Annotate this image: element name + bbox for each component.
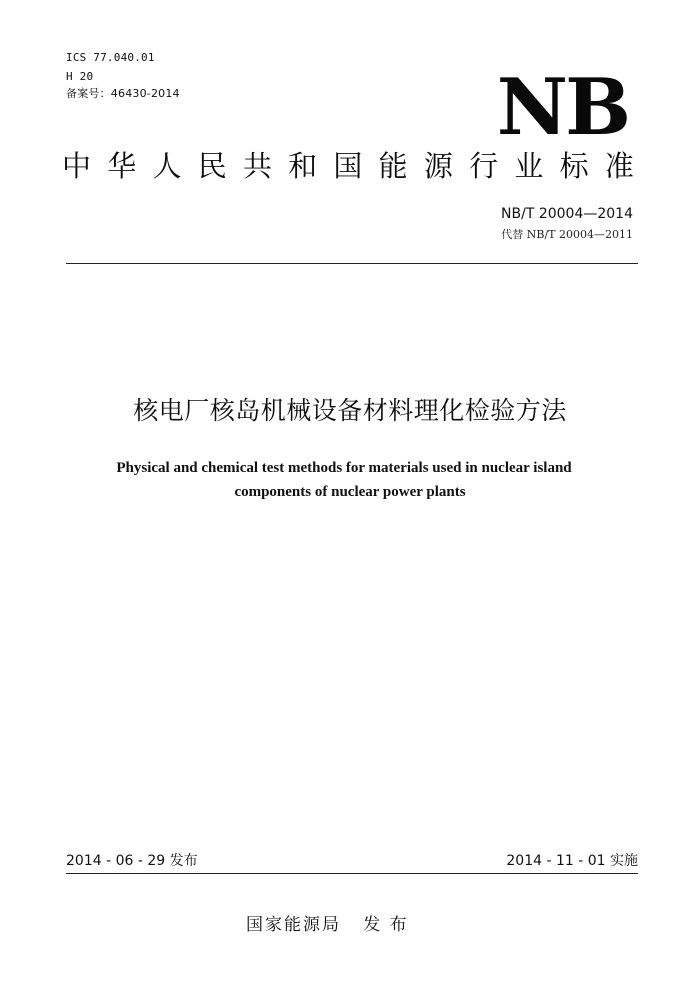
industry-title-char: 国: [333, 149, 363, 183]
industry-title-char: 共: [242, 149, 272, 183]
industry-title-char: 华: [107, 149, 137, 183]
ics-code: ICS 77.040.01: [66, 51, 155, 64]
industry-title-char: 标: [559, 149, 589, 183]
issue-date: 2014 - 06 - 29 发布: [66, 853, 198, 869]
industry-title-char: 能: [378, 149, 408, 183]
industry-title-char: 中: [62, 149, 92, 183]
industry-title-char: 民: [197, 149, 227, 183]
bottom-divider: [66, 873, 638, 874]
issuing-authority: 国家能源局 发 布: [246, 915, 409, 935]
industry-title-char: 行: [469, 149, 499, 183]
industry-standard-title: [62, 148, 634, 184]
implementation-date: 2014 - 11 - 01 实施: [506, 853, 638, 869]
english-title-line-1: Physical and chemical test methods for materials used in nuclear island: [116, 460, 572, 476]
industry-title-char: 人: [152, 149, 182, 183]
standard-number: NB/T 20004—2014: [501, 206, 633, 222]
industry-title-char: 业: [514, 149, 544, 183]
industry-title-char: 准: [604, 149, 634, 183]
industry-title-char: 和: [288, 149, 318, 183]
replaced-standard: 代替 NB/T 20004—2011: [501, 228, 633, 241]
classification-code: H 20: [66, 70, 94, 83]
top-divider: [66, 263, 638, 264]
nb-logo: NB: [496, 62, 628, 153]
record-number: 备案号：46430-2014: [66, 87, 180, 100]
industry-title-char: 源: [423, 149, 453, 183]
english-title-line-2: components of nuclear power plants: [234, 484, 466, 500]
chinese-title: 核电厂核岛机械设备材料理化检验方法: [133, 396, 567, 425]
